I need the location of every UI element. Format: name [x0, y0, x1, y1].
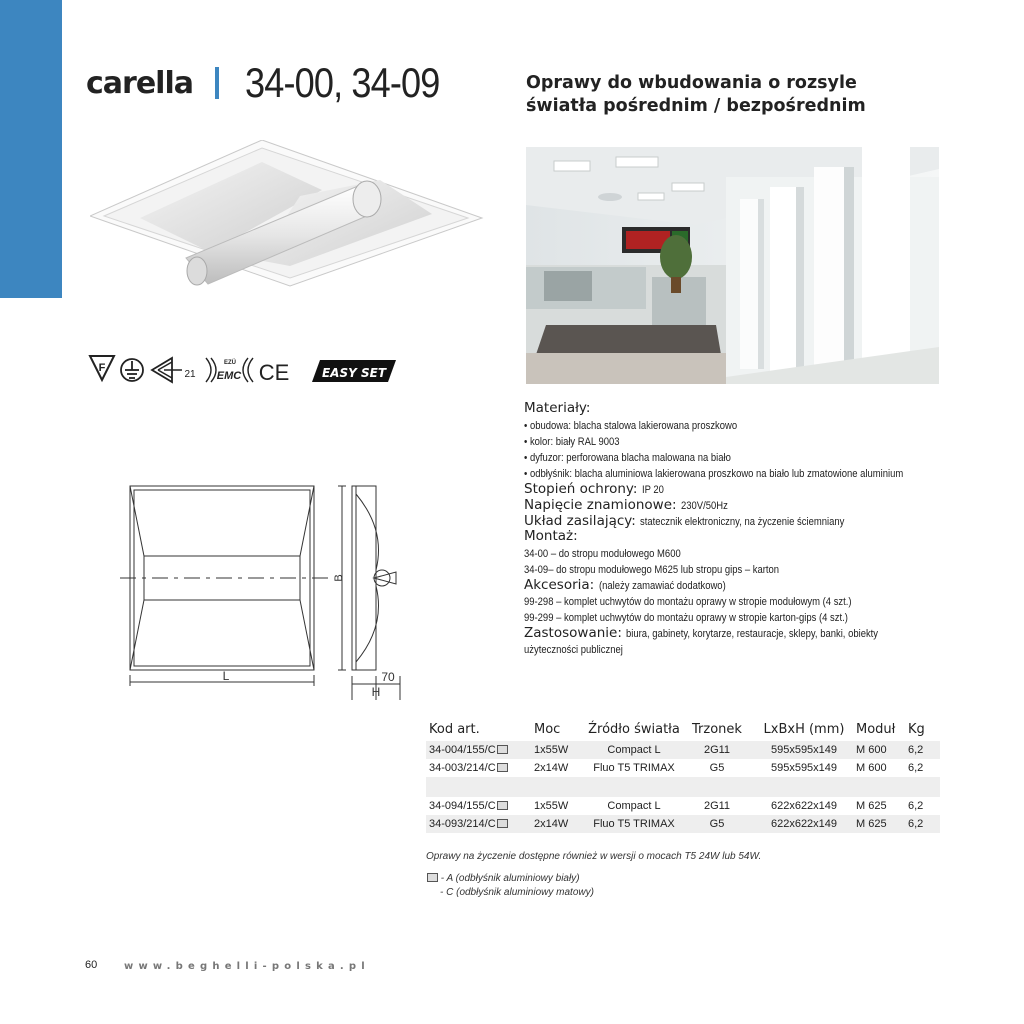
power-supply-value: statecznik elektroniczny, na życzenie ściemniany — [640, 516, 845, 528]
ce-label: CE — [258, 360, 290, 385]
cell-weight: 6,2 — [908, 818, 924, 830]
brand-name: carella — [86, 65, 193, 101]
cell-power: 2x14W — [534, 818, 569, 830]
enec-mark-icon — [152, 358, 196, 382]
materials-heading: Materiały: — [524, 400, 591, 416]
cell-source: Fluo T5 TRIMAX — [593, 818, 675, 830]
col-header: Kod art. — [429, 721, 480, 737]
voltage-value: 230V/50Hz — [681, 500, 728, 512]
legend-a-text: - A (odbłyśnik aluminiowy biały) — [440, 873, 580, 884]
dim-h-label: H — [371, 685, 381, 699]
f-class-icon — [90, 356, 114, 380]
variant-box-icon — [497, 801, 508, 810]
material-item: • obudowa: blacha stalowa lakierowana proszkowo — [524, 420, 738, 432]
dim-70-label: 70 — [381, 670, 395, 684]
cell-socket: 2G11 — [703, 744, 731, 756]
col-header: Moc — [534, 721, 561, 737]
material-item: • kolor: biały RAL 9003 — [524, 436, 620, 448]
cell-code: 34-004/155/C — [429, 744, 496, 756]
subtitle-line-2: światła pośrednim / bezpośrednim — [526, 96, 866, 116]
cell-source: Fluo T5 TRIMAX — [593, 762, 675, 774]
cell-weight: 6,2 — [908, 762, 924, 774]
accessory-item: 99-299 – komplet uchwytów do montażu oprawy w stropie karton-gips (4 szt.) — [524, 612, 848, 624]
cell-dimensions: 622x622x149 — [770, 800, 838, 812]
table-header — [426, 717, 940, 741]
title-row — [86, 58, 471, 108]
website-url[interactable]: www.beghelli-polska.pl — [124, 961, 370, 972]
mounting-heading: Montaż: — [524, 528, 578, 544]
product-image — [90, 140, 484, 290]
dim-b-label: B — [333, 574, 345, 582]
cell-source: Compact L — [607, 744, 661, 756]
table-row — [426, 815, 940, 833]
ce-mark-icon — [259, 360, 290, 385]
power-supply-heading: Układ zasilający: — [524, 513, 636, 529]
protection-heading: Stopień ochrony: — [524, 481, 638, 497]
application-value: biura, gabinety, korytarze, restauracje, sklepy, banki, obiekty — [626, 628, 879, 640]
table-spacer-row — [426, 777, 940, 797]
cell-source: Compact L — [607, 800, 661, 812]
ip-class-label: 21 — [184, 369, 196, 380]
accessories-heading: Akcesoria: — [524, 577, 595, 593]
certification-marks — [88, 350, 398, 390]
specifications — [524, 400, 944, 656]
protective-earth-icon — [121, 359, 143, 381]
material-item: • dyfuzor: perforowana blacha malowana na biało — [524, 452, 731, 464]
variant-box-icon — [497, 745, 508, 754]
cell-module: M 600 — [856, 744, 887, 756]
variant-box-icon — [497, 763, 508, 772]
availability-note: Oprawy na życzenie dostępne również w wersji o mocach T5 24W lub 54W. — [426, 851, 762, 862]
protection-value: IP 20 — [641, 484, 664, 496]
cell-code: 34-093/214/C — [429, 818, 496, 830]
emc-mark-icon — [206, 358, 253, 382]
cell-socket: 2G11 — [703, 800, 731, 812]
easy-set-label: EASY SET — [321, 366, 387, 380]
col-header: Trzonek — [692, 721, 742, 737]
variant-box-icon — [427, 873, 438, 882]
application-value-cont: użyteczności publicznej — [524, 644, 623, 656]
emc-small-label: EZÜ — [224, 360, 236, 366]
cell-dimensions: 595x595x149 — [770, 744, 838, 756]
cell-power: 2x14W — [534, 762, 569, 774]
office-photo — [526, 147, 939, 384]
f-class-label: F — [98, 362, 106, 374]
cell-weight: 6,2 — [908, 744, 924, 756]
col-header: Kg — [908, 721, 925, 737]
col-header: LxBxH (mm) — [763, 721, 845, 737]
cell-code: 34-003/214/C — [429, 762, 496, 774]
easy-set-icon — [312, 360, 396, 382]
cell-code: 34-094/155/C — [429, 800, 496, 812]
cell-socket: G5 — [709, 762, 725, 774]
dim-l-label: L — [222, 669, 230, 683]
title-separator — [215, 67, 219, 99]
subtitle-line-1: Oprawy do wbudowania o rozsyle — [526, 73, 857, 93]
accessories-note: (należy zamawiać dodatkowo) — [598, 580, 726, 592]
cell-module: M 600 — [856, 762, 887, 774]
mounting-item: 34-09– do stropu modułowego M625 lub stropu gips – karton — [524, 564, 780, 576]
legend-c: - C (odbłyśnik aluminiowy matowy) — [440, 887, 594, 898]
page-number: 60 — [85, 959, 98, 971]
technical-drawing — [120, 480, 410, 702]
side-accent-bar — [0, 0, 62, 298]
cell-module: M 625 — [856, 800, 887, 812]
cell-dimensions: 622x622x149 — [770, 818, 838, 830]
cell-module: M 625 — [856, 818, 887, 830]
table-row — [426, 797, 940, 815]
product-table — [426, 717, 940, 833]
table-row — [426, 759, 940, 777]
cell-power: 1x55W — [534, 800, 569, 812]
emc-label: EMC — [216, 370, 242, 382]
cell-weight: 6,2 — [908, 800, 924, 812]
legend-a — [426, 873, 580, 884]
cell-socket: G5 — [709, 818, 725, 830]
application-heading: Zastosowanie: — [524, 625, 622, 641]
variant-box-icon — [497, 819, 508, 828]
model-number: 34-00, 34-09 — [244, 59, 440, 106]
accessory-item: 99-298 – komplet uchwytów do montażu oprawy w stropie modułowym (4 szt.) — [524, 596, 852, 608]
table-row — [426, 741, 940, 759]
col-header: Źródło światła — [588, 721, 680, 737]
cell-dimensions: 595x595x149 — [770, 762, 838, 774]
mounting-item: 34-00 – do stropu modułowego M600 — [524, 548, 681, 560]
product-subtitle — [526, 72, 866, 118]
cell-power: 1x55W — [534, 744, 569, 756]
voltage-heading: Napięcie znamionowe: — [524, 497, 677, 513]
col-header: Moduł — [856, 721, 896, 737]
material-item: • odbłyśnik: blacha aluminiowa lakierowana proszkowo na biało lub zmatowione aluminium — [524, 468, 904, 480]
